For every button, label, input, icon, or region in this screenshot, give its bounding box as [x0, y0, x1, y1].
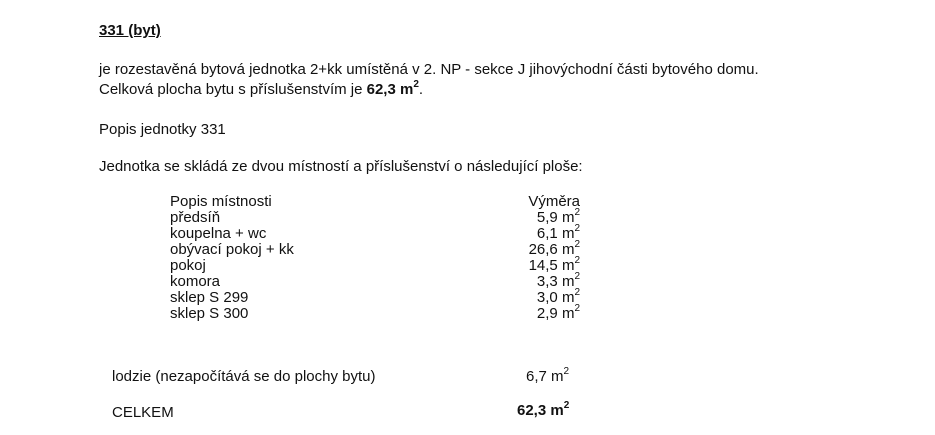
composition-text: Jednotka se skládá ze dvou místností a příslušenství o následující ploše:	[99, 158, 583, 175]
room-name: předsíň	[170, 209, 221, 226]
room-name: sklep S 300	[170, 305, 249, 322]
table-row	[170, 303, 580, 322]
room-name: komora	[170, 273, 221, 290]
unit-title: Popis jednotky 331	[99, 121, 226, 138]
room-name: obývací pokoj + kk	[170, 241, 294, 258]
rooms-table	[170, 194, 580, 322]
room-area: 3,3 $m^2$	[536, 271, 580, 290]
table-row	[170, 255, 580, 274]
room-area: 14,5 $m^2$	[528, 255, 580, 274]
total-area-inline: 62,3 $m^2$	[366, 79, 419, 98]
document-heading: 331 (byt)	[99, 22, 161, 39]
total-area: 62,3 $m^2$	[517, 400, 570, 419]
room-area: 3,0 $m^2$	[536, 287, 580, 306]
room-name: sklep S 299	[170, 289, 249, 306]
table-row	[170, 207, 580, 226]
lodzie-area: 6,7 $m^2$	[526, 366, 570, 385]
table-row	[170, 271, 580, 290]
room-area: 6,1 $m^2$	[536, 223, 580, 242]
room-area: 26,6 $m^2$	[528, 239, 580, 258]
header-value: Výměra	[528, 193, 580, 210]
room-name: pokoj	[170, 257, 206, 274]
room-area: 2,9 $m^2$	[536, 303, 580, 322]
room-name: koupelna + wc	[170, 225, 267, 242]
header-name: Popis místnosti	[170, 193, 272, 210]
lodzie-label: lodzie (nezapočítává se do plochy bytu)	[112, 368, 376, 385]
intro-line-2-suffix: .	[418, 81, 424, 98]
intro-line-1: je rozestavěná bytová jednotka 2+kk umístěná v 2. NP - sekce J jihovýchodní části bytového domu.	[99, 61, 759, 78]
rooms-table-header	[170, 194, 580, 210]
room-area: 5,9 $m^2$	[536, 207, 580, 226]
table-row	[170, 239, 580, 258]
total-label: CELKEM	[112, 404, 174, 421]
table-row	[170, 287, 580, 306]
intro-line-2-prefix: Celková plocha bytu s příslušenstvím je	[99, 81, 367, 98]
table-row	[170, 223, 580, 242]
intro-line-2	[99, 81, 423, 99]
